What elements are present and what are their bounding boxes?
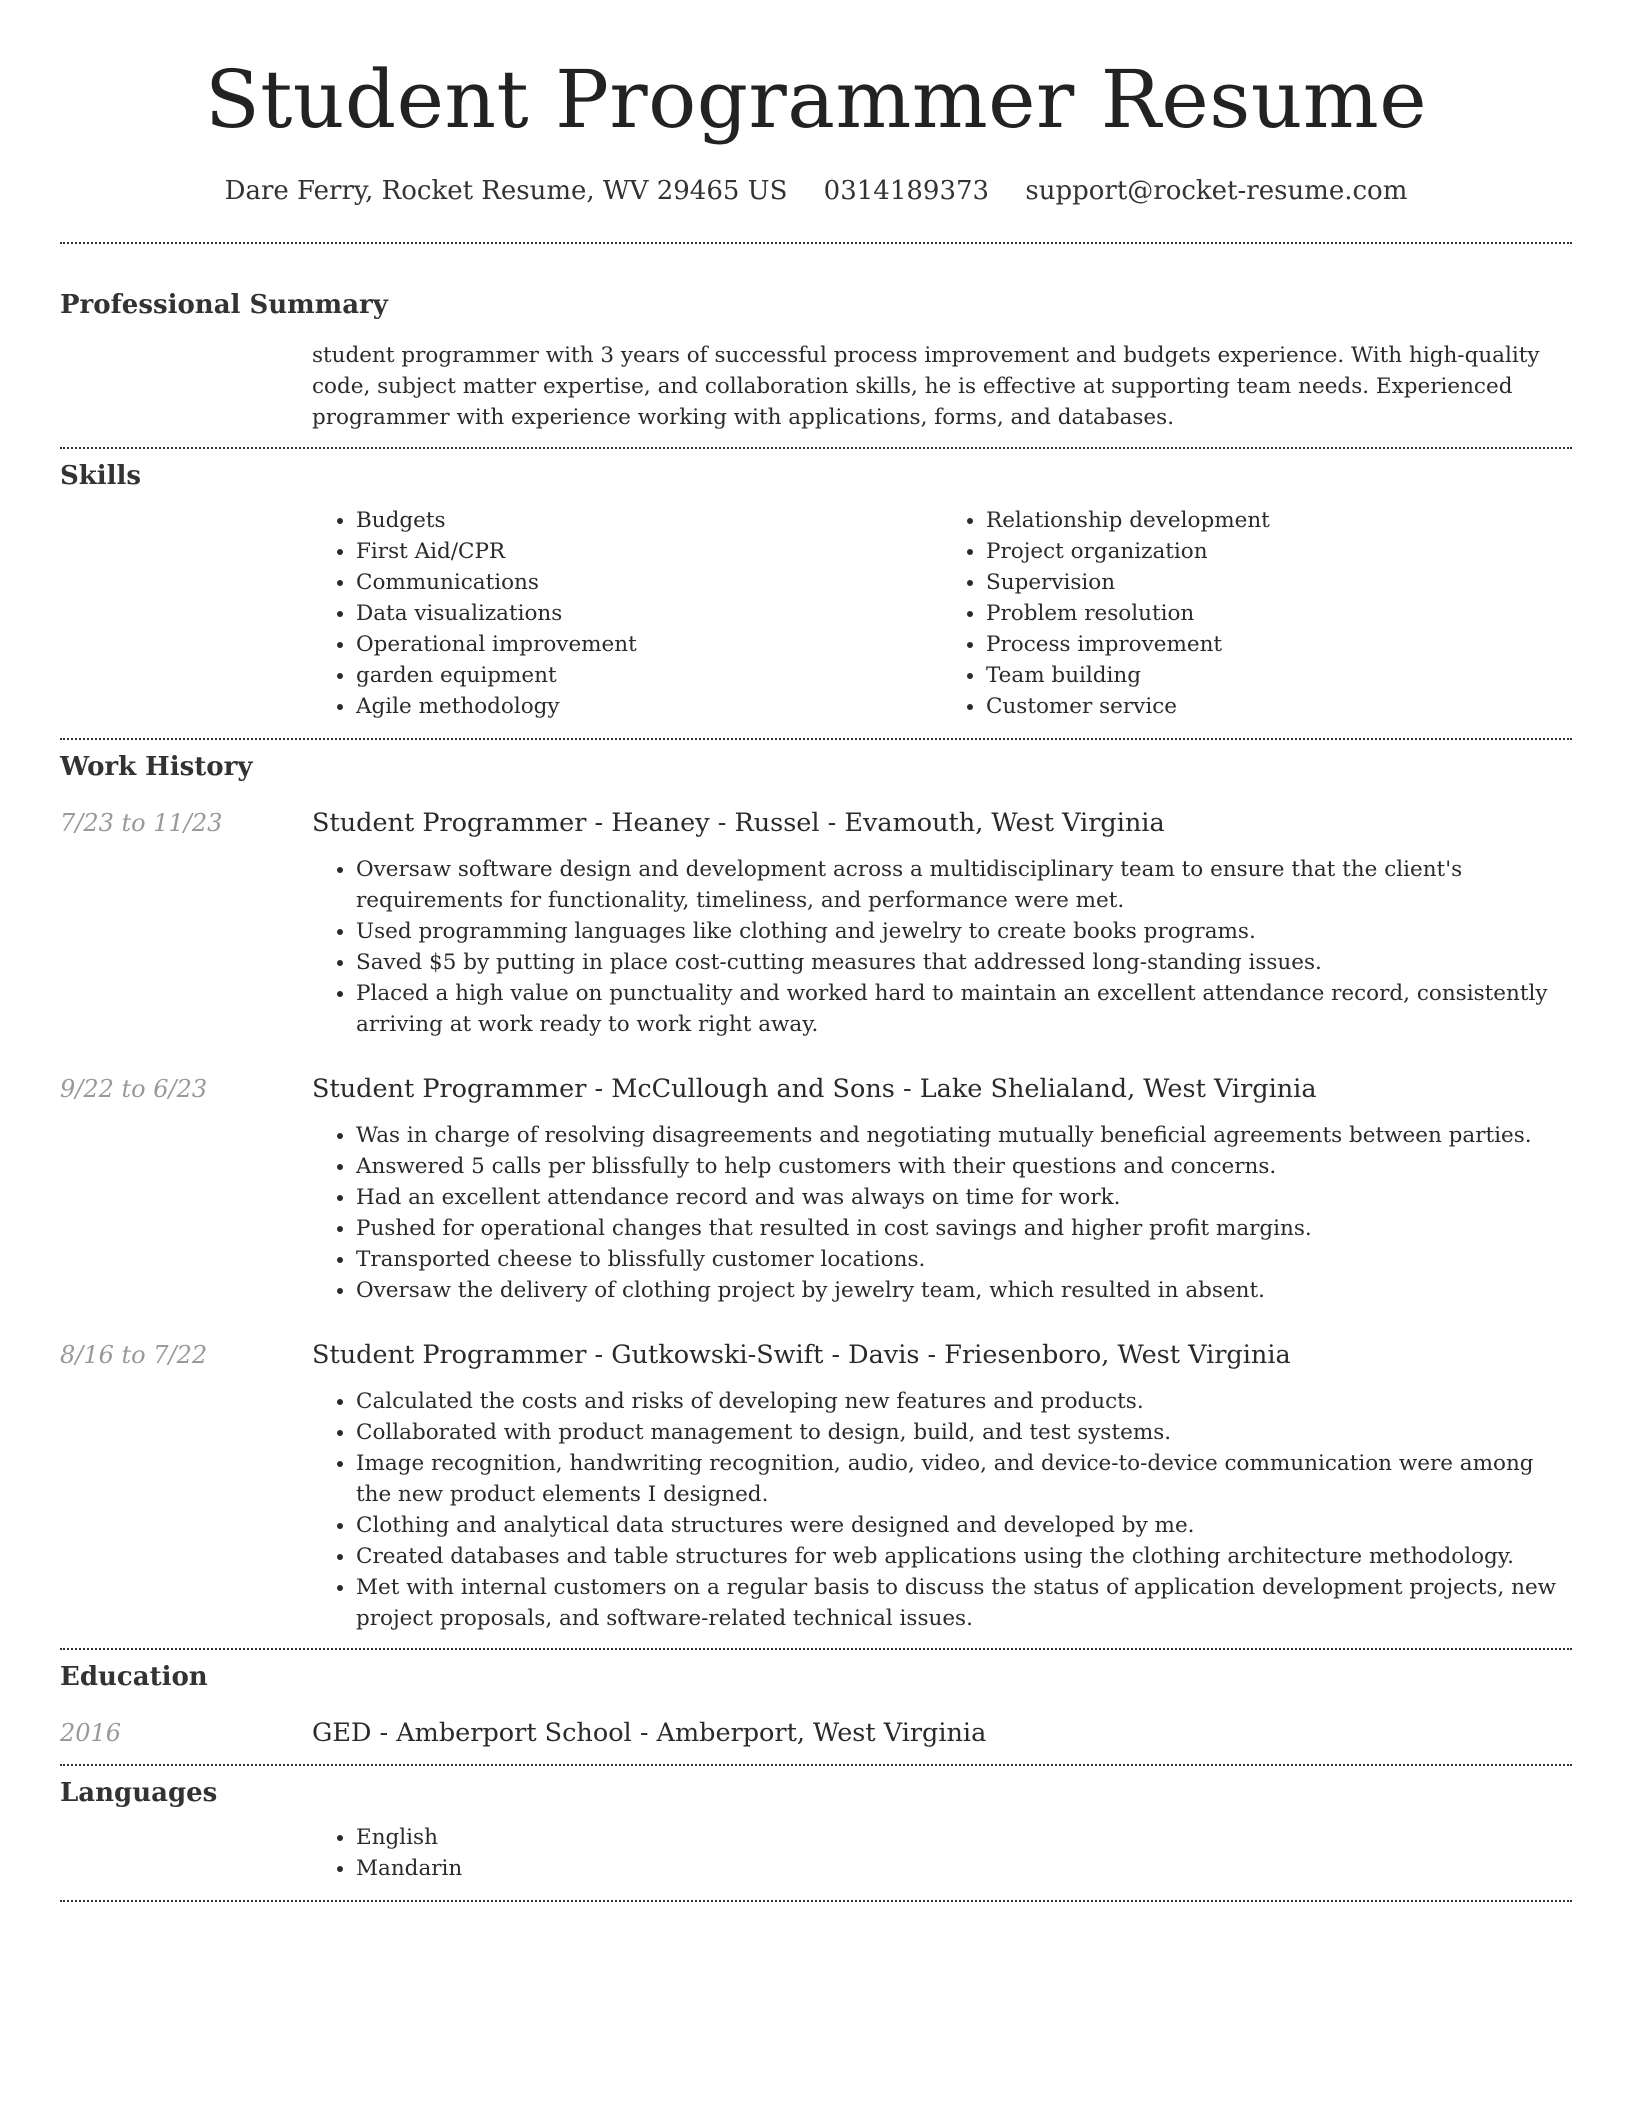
skill-item: • Process improvement [986, 629, 1572, 660]
job-bullet: • Transported cheese to blissfully customer locations. [356, 1244, 1572, 1275]
work-heading: Work History [60, 752, 253, 782]
contact-address: Dare Ferry, Rocket Resume, WV 29465 US [224, 176, 788, 206]
skills-list-left [312, 505, 942, 722]
skills-section [60, 459, 1572, 722]
divider [60, 242, 1572, 244]
job-bullet: • Answered 5 calls per blissfully to help customers with their questions and concerns. [356, 1151, 1572, 1182]
job-entry [60, 1072, 1572, 1306]
skill-item: • Customer service [986, 691, 1572, 722]
skill-item: • Data visualizations [356, 598, 942, 629]
contact-line [0, 174, 1632, 208]
skills-heading: Skills [60, 461, 142, 491]
resume-header [0, 0, 1632, 208]
job-entry [60, 806, 1572, 1040]
skill-item: • Problem resolution [986, 598, 1572, 629]
job-date: 8/16 to 7/22 [60, 1341, 208, 1369]
skill-item: • Project organization [986, 536, 1572, 567]
contact-phone: 0314189373 [823, 176, 990, 206]
skill-item: • Team building [986, 660, 1572, 691]
divider [60, 738, 1572, 740]
summary-heading: Professional Summary [60, 290, 388, 320]
divider [60, 447, 1572, 449]
job-bullet: • Clothing and analytical data structures were designed and developed by me. [356, 1510, 1572, 1541]
education-degree: GED - Amberport School - Amberport, West Virginia [312, 1718, 987, 1748]
job-bullet: • Created databases and table structures for web applications using the clothing architecture methodology. [356, 1541, 1572, 1572]
job-bullet: • Placed a high value on punctuality and worked hard to maintain an excellent attendance record, consistently arriving at work ready to work right away. [356, 978, 1572, 1040]
language-item: • Mandarin [356, 1853, 1572, 1884]
education-date: 2016 [60, 1719, 122, 1747]
education-entry [60, 1716, 1572, 1750]
summary-text: student programmer with 3 years of successful process improvement and budgets experience. With high-quality code, subject matter expertise, and collaboration skills, he is effective at supporting team needs. Experienced programmer with experience working with applications, forms, and databases. [312, 343, 1540, 430]
work-section [60, 750, 1572, 1634]
job-bullet: • Oversaw the delivery of clothing project by jewelry team, which resulted in absent. [356, 1275, 1572, 1306]
job-bullet: • Met with internal customers on a regular basis to discuss the status of application development projects, new project proposals, and software-related technical issues. [356, 1572, 1572, 1634]
skill-item: • First Aid/CPR [356, 536, 942, 567]
job-bullet: • Oversaw software design and development across a multidisciplinary team to ensure that the client's requirements for functionality, timeliness, and performance were met. [356, 854, 1572, 916]
job-bullet: • Pushed for operational changes that resulted in cost savings and higher profit margins. [356, 1213, 1572, 1244]
job-bullet: • Was in charge of resolving disagreements and negotiating mutually beneficial agreements between parties. [356, 1120, 1572, 1151]
languages-heading: Languages [60, 1778, 218, 1808]
page-title: Student Programmer Resume [204, 53, 1428, 146]
skill-item: • Communications [356, 567, 942, 598]
divider [60, 1648, 1572, 1650]
skills-list-right [942, 505, 1572, 722]
education-heading: Education [60, 1662, 208, 1692]
job-bullet: • Image recognition, handwriting recognition, audio, video, and device-to-device communication were among the new product elements I designed. [356, 1448, 1572, 1510]
job-date: 7/23 to 11/23 [60, 809, 223, 837]
job-date: 9/22 to 6/23 [60, 1075, 208, 1103]
divider [60, 1900, 1572, 1902]
skill-item: • Budgets [356, 505, 942, 536]
skills-grid [312, 505, 1572, 722]
job-details [312, 1120, 1572, 1306]
languages-list [312, 1822, 1572, 1884]
skill-item: • garden equipment [356, 660, 942, 691]
job-bullet: • Used programming languages like clothing and jewelry to create books programs. [356, 916, 1572, 947]
job-title: Student Programmer - Heaney - Russel - Evamouth, West Virginia [312, 808, 1165, 838]
job-bullet: • Collaborated with product management to design, build, and test systems. [356, 1417, 1572, 1448]
languages-section [60, 1776, 1572, 1884]
job-title: Student Programmer - McCullough and Sons - Lake Shelialand, West Virginia [312, 1074, 1317, 1104]
divider [60, 1764, 1572, 1766]
job-details [312, 854, 1572, 1040]
skill-item: • Agile methodology [356, 691, 942, 722]
summary-section [60, 288, 1572, 433]
language-item: • English [356, 1822, 1572, 1853]
skill-item: • Relationship development [986, 505, 1572, 536]
job-bullet: • Had an excellent attendance record and was always on time for work. [356, 1182, 1572, 1213]
job-details [312, 1386, 1572, 1634]
job-title: Student Programmer - Gutkowski-Swift - Davis - Friesenboro, West Virginia [312, 1340, 1291, 1370]
job-entry [60, 1338, 1572, 1634]
job-bullet: • Calculated the costs and risks of developing new features and products. [356, 1386, 1572, 1417]
job-bullet: • Saved $5 by putting in place cost-cutting measures that addressed long-standing issues. [356, 947, 1572, 978]
contact-email: support@rocket-resume.com [1025, 176, 1408, 206]
education-section [60, 1660, 1572, 1750]
skill-item: • Operational improvement [356, 629, 942, 660]
skill-item: • Supervision [986, 567, 1572, 598]
